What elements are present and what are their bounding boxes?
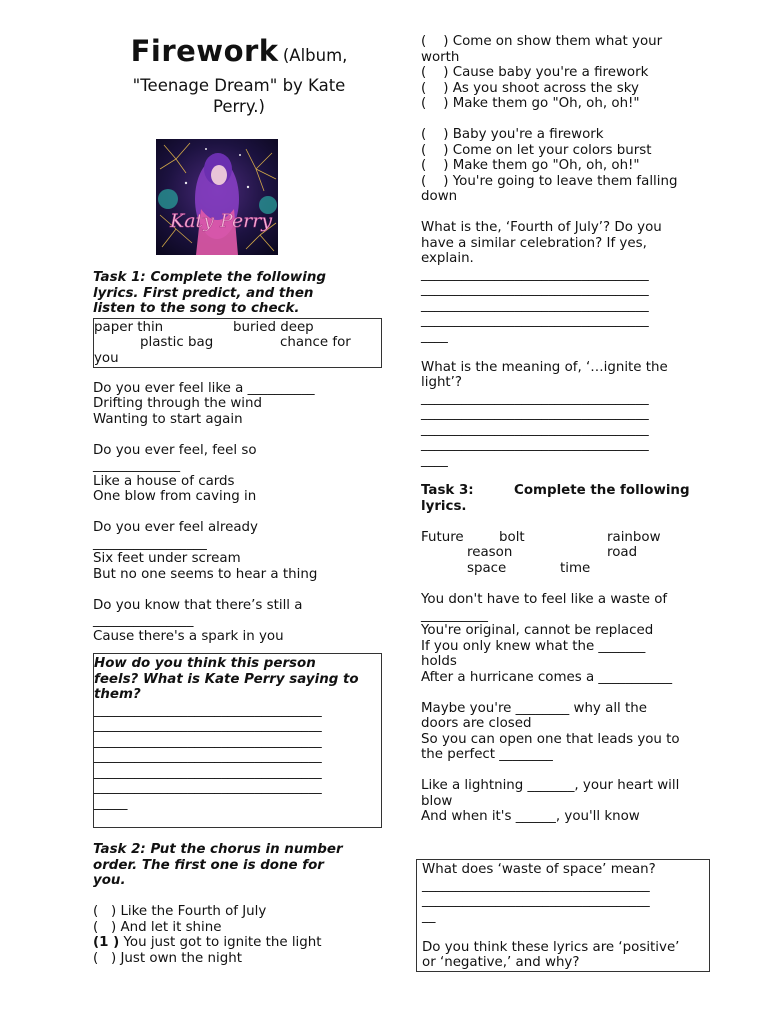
right-column (421, 34, 709, 825)
task2-items (93, 904, 385, 966)
answer-line[interactable]: __________________________________ (422, 877, 650, 893)
lyric-line: Cause there's a spark in you (93, 628, 284, 644)
question-text: What is the meaning of, ‘…ignite the (421, 359, 668, 375)
album-cover-image (156, 139, 278, 255)
lyric-line: blow (421, 793, 453, 809)
answer-line[interactable]: __________________________________ (421, 266, 649, 282)
answer-line[interactable]: __________________________________ (94, 780, 322, 795)
chorus-item: ( ) Like the Fourth of July (93, 904, 267, 919)
lyric-line: _________________ (93, 535, 207, 551)
answer-line[interactable]: __________________________________ (94, 702, 322, 718)
chorus-item: ( ) Just own the night (93, 950, 242, 966)
lyric-line: Maybe you're ________ why all the (421, 700, 647, 716)
lyric-line: Like a house of cards (93, 473, 235, 489)
word-option: paper thin (94, 319, 164, 335)
answer-line[interactable]: _____ (94, 795, 128, 811)
lyric-line: So you can open one that leads you to (421, 731, 680, 747)
worksheet-title (93, 34, 385, 117)
chorus-item: ( ) Make them go "Oh, oh, oh!" (421, 158, 640, 173)
answer-line[interactable]: __________________________________ (94, 749, 322, 764)
answer-line[interactable]: ____ (421, 328, 448, 344)
order-number-field[interactable]: ( ) (93, 904, 117, 919)
answer-line[interactable]: __________________________________ (421, 437, 649, 452)
answer-line[interactable]: __________________________________ (422, 893, 650, 908)
word-option: bolt (499, 529, 525, 545)
task1-lyrics (93, 381, 385, 645)
question-text: feels? What is Kate Perry saying to (94, 671, 359, 687)
task2-heading: Task 2: Put the chorus in number order. The first one is done for you. (93, 842, 343, 888)
word-option: you (94, 350, 119, 366)
lyric-line: the perfect ________ (421, 747, 553, 762)
question-text: them? (94, 687, 141, 702)
order-number-field[interactable]: ( ) (93, 950, 117, 966)
lyric-line: But no one seems to hear a thing (93, 566, 318, 582)
chorus-item: down (421, 189, 458, 204)
lyric-line: _____________ (93, 458, 181, 473)
lyric-line: doors are closed (421, 716, 532, 731)
lyric-line: __________ (421, 607, 488, 623)
lyric-line: Do you ever feel like a __________ (93, 380, 315, 396)
word-option: chance for (280, 335, 351, 350)
question-ignite-light (421, 360, 709, 469)
lyric-line: Do you ever feel, feel so (93, 442, 257, 458)
answer-line[interactable]: __________________________________ (94, 718, 322, 733)
left-column (93, 270, 385, 966)
word-option: space (467, 560, 507, 576)
task2-items-continued (421, 34, 709, 205)
task3-heading: Task 3: Complete the following lyrics. (421, 483, 690, 514)
answer-line[interactable]: __________________________________ (421, 282, 649, 297)
chorus-item: ( ) You're going to leave them falling (421, 173, 678, 189)
chorus-item: ( ) Come on let your colors burst (421, 142, 652, 158)
answer-line[interactable]: __________________________________ (421, 313, 649, 328)
album-info-line2: "Teenage Dream" by Kate (132, 76, 346, 95)
question-text: What is the, ‘Fourth of July’? Do you (421, 220, 662, 235)
answer-line[interactable]: ____ (421, 452, 448, 468)
lyric-line: Do you ever feel already (93, 520, 258, 535)
song-title: Firework (130, 34, 279, 68)
question-text: Do you think these lyrics are ‘positive’ (422, 939, 680, 955)
question-box-feelings (93, 653, 382, 828)
answer-line[interactable]: __________________________________ (94, 764, 322, 780)
lyric-line: Six feet under scream (93, 551, 241, 566)
chorus-item: (1 ) You just got to ignite the light (93, 935, 322, 950)
word-option: time (560, 560, 591, 576)
question-text: light’? (421, 375, 463, 390)
question-fourth-of-july (421, 220, 709, 344)
order-number-field[interactable]: ( ) (93, 919, 117, 935)
task1-heading: Task 1: Complete the following lyrics. First predict, and then listen to the song to check. (93, 270, 326, 316)
lyric-line: You don't have to feel like a waste of (421, 592, 668, 607)
chorus-item: ( ) Make them go "Oh, oh, oh!" (421, 96, 640, 111)
lyric-line: Wanting to start again (93, 411, 243, 427)
order-number-field[interactable]: (1 ) (93, 935, 120, 950)
lyric-line: Drifting through the wind (93, 396, 262, 411)
lyric-line: You're original, cannot be replaced (421, 623, 654, 638)
lyric-line: Like a lightning _______, your heart will (421, 778, 680, 793)
album-info-line3: Perry.) (213, 97, 265, 116)
question-text: or ‘negative,’ and why? (422, 955, 580, 970)
chorus-item: ( ) Cause baby you're a firework (421, 65, 649, 80)
lyric-line: If you only knew what the _______ (421, 638, 646, 654)
question-text: What does ‘waste of space’ mean? (422, 862, 656, 877)
chorus-item: ( ) As you shoot across the sky (421, 80, 639, 96)
answer-line[interactable]: __________________________________ (94, 733, 322, 749)
word-option: reason (467, 545, 513, 560)
task1-word-bank (93, 318, 382, 368)
answer-line[interactable]: __________________________________ (421, 406, 649, 421)
album-info-line1: (Album, (282, 46, 348, 65)
answer-line[interactable]: __________________________________ (421, 297, 649, 313)
word-option: buried deep (233, 319, 314, 335)
question-text: How do you think this person (94, 656, 316, 671)
chorus-item: ( ) And let it shine (93, 919, 222, 935)
question-box-meaning (416, 859, 710, 972)
chorus-item: ( ) Baby you're a firework (421, 127, 604, 142)
answer-line[interactable]: __ (422, 908, 436, 924)
answer-line[interactable]: __________________________________ (421, 421, 649, 437)
task3-lyrics (421, 592, 709, 825)
album-logo-text: Katy Perry (170, 210, 273, 232)
lyric-line: One blow from caving in (93, 489, 257, 504)
chorus-item: worth (421, 49, 460, 65)
question-text: have a similar celebration? If yes, (421, 235, 647, 251)
lyric-line: And when it's ______, you'll know (421, 809, 640, 824)
lyric-line: _______________ (93, 613, 194, 628)
word-option: rainbow (607, 529, 661, 545)
album-cover-art (156, 139, 278, 255)
lyric-line: Do you know that there’s still a (93, 597, 303, 613)
answer-line[interactable]: __________________________________ (421, 390, 649, 406)
word-option: road (607, 545, 638, 560)
word-option: Future (421, 529, 464, 545)
task3-word-bank (421, 530, 709, 577)
lyric-line: holds (421, 654, 457, 669)
lyric-line: After a hurricane comes a ___________ (421, 669, 673, 685)
word-option: plastic bag (140, 335, 214, 350)
question-text: explain. (421, 251, 474, 266)
chorus-item: ( ) Come on show them what your (421, 34, 663, 49)
